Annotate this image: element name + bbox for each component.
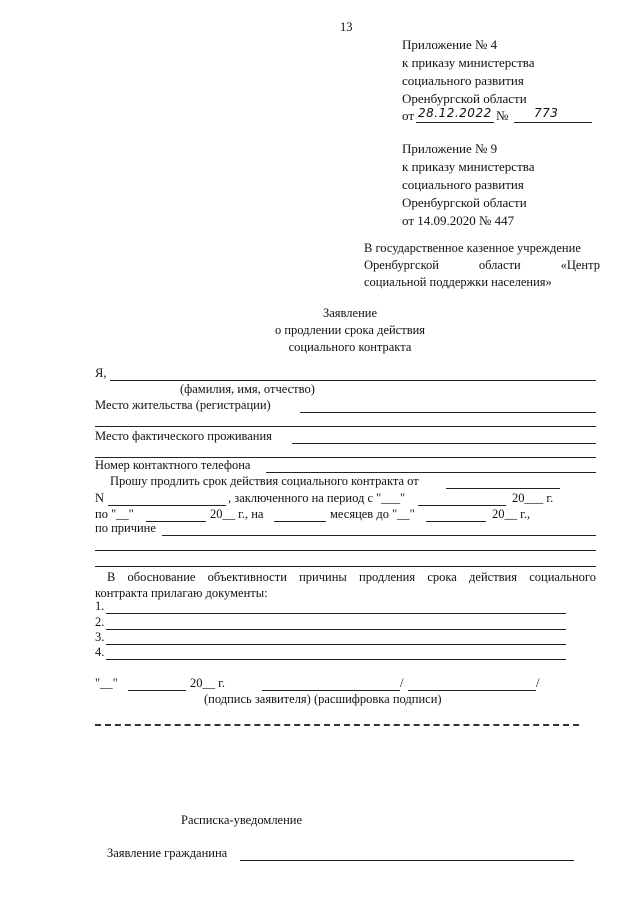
year-mid: 20__ г., на bbox=[210, 507, 264, 521]
appendix-9-line5: от 14.09.2020 № 447 bbox=[402, 213, 515, 228]
appendix-4-number-handwritten: 773 bbox=[534, 106, 559, 120]
doc-item-2-label: 2. bbox=[95, 615, 105, 629]
reason-line-2[interactable] bbox=[95, 550, 596, 551]
to-label: по "__" bbox=[95, 507, 134, 521]
appendix-9-block bbox=[402, 140, 535, 230]
appendix-4-line2: к приказу министерства bbox=[402, 55, 535, 70]
appendix-4-number-underline bbox=[514, 122, 592, 123]
addressee-line2-c: «Центр bbox=[560, 258, 600, 272]
contract-number-line[interactable] bbox=[108, 505, 226, 506]
months-count-line[interactable] bbox=[274, 521, 326, 522]
signature-decryption-line[interactable] bbox=[408, 690, 536, 691]
signature-caption: (подпись заявителя) (расшифровка подписи) bbox=[204, 692, 442, 706]
phone-line[interactable] bbox=[266, 472, 596, 473]
doc-item-4-label: 4. bbox=[95, 645, 105, 659]
justification-line1: В обоснование объективности причины продления срока действия социального bbox=[107, 570, 596, 584]
addressee-block bbox=[364, 240, 600, 291]
residence-line[interactable] bbox=[300, 412, 596, 413]
justification-text bbox=[95, 569, 596, 601]
fio-hint: (фамилия, имя, отчество) bbox=[180, 382, 315, 396]
receipt-title: Расписка-уведомление bbox=[181, 813, 303, 827]
doc-item-2-line[interactable] bbox=[106, 629, 566, 630]
sign-slash-2: / bbox=[536, 676, 540, 690]
appendix-9-line4: Оренбургской области bbox=[402, 195, 527, 210]
appendix-4-line4: Оренбургской области bbox=[402, 91, 527, 106]
contract-date-line[interactable] bbox=[446, 488, 560, 489]
extend-until-month-line[interactable] bbox=[426, 521, 486, 522]
appendix-9-line2: к приказу министерства bbox=[402, 159, 535, 174]
title-line3: социального контракта bbox=[288, 340, 412, 354]
appendix-4-line3: социального развития bbox=[402, 73, 524, 88]
addressee-line2 bbox=[364, 257, 600, 274]
residence-line-2[interactable] bbox=[95, 426, 596, 427]
appendix-9-line3: социального развития bbox=[402, 177, 524, 192]
justification-line2: контракта прилагаю документы: bbox=[95, 586, 268, 600]
residence-label: Место жительства (регистрации) bbox=[95, 398, 271, 412]
addressee-line3: социальной поддержки населения» bbox=[364, 275, 552, 289]
concluded-text: , заключенного на период с "___" bbox=[228, 491, 406, 505]
actual-residence-label: Место фактического проживания bbox=[95, 429, 272, 443]
phone-label: Номер контактного телефона bbox=[95, 458, 251, 472]
reason-line-3[interactable] bbox=[95, 566, 596, 567]
cut-line bbox=[95, 724, 579, 726]
page-number: 13 bbox=[340, 20, 353, 34]
title-line2: о продлении срока действия bbox=[274, 323, 426, 337]
year-suffix-2: 20__ г., bbox=[492, 507, 531, 521]
reason-label: по причине bbox=[95, 521, 156, 535]
sign-date-month-line[interactable] bbox=[128, 690, 186, 691]
appendix-4-date-handwritten: 28.12.2022 bbox=[418, 106, 492, 120]
n-label: N bbox=[95, 491, 105, 505]
request-text: Прошу продлить срок действия социального контракта от bbox=[110, 474, 419, 488]
actual-residence-line[interactable] bbox=[292, 443, 596, 444]
doc-item-3-label: 3. bbox=[95, 630, 105, 644]
fio-line[interactable] bbox=[110, 380, 596, 381]
appendix-4-date-prefix: от bbox=[402, 108, 415, 123]
title-line1: Заявление bbox=[322, 306, 377, 320]
appendix-4-line1: Приложение № 4 bbox=[402, 37, 498, 52]
period-start-month-line[interactable] bbox=[418, 505, 506, 506]
addressee-line2-a: Оренбургской bbox=[364, 258, 439, 272]
year-suffix-1: 20___ г. bbox=[512, 491, 554, 505]
months-text: месяцев до "__" bbox=[330, 507, 415, 521]
citizen-application-line[interactable] bbox=[240, 860, 574, 861]
addressee-line2-b: области bbox=[478, 258, 521, 272]
document-title bbox=[200, 305, 500, 356]
doc-item-1-label: 1. bbox=[95, 599, 105, 613]
sign-year: 20__ г. bbox=[190, 676, 225, 690]
sign-date-open: "__" bbox=[95, 676, 118, 690]
appendix-9-line1: Приложение № 9 bbox=[402, 141, 498, 156]
doc-item-1-line[interactable] bbox=[106, 613, 566, 614]
citizen-application-label: Заявление гражданина bbox=[107, 846, 228, 860]
appendix-4-date-underline bbox=[416, 122, 494, 123]
i-label: Я, bbox=[95, 366, 107, 380]
doc-item-3-line[interactable] bbox=[106, 644, 566, 645]
appendix-4-block bbox=[402, 36, 535, 108]
addressee-line1: В государственное казенное учреждение bbox=[364, 241, 581, 255]
reason-line-1[interactable] bbox=[162, 535, 596, 536]
sign-slash-1: / bbox=[400, 676, 404, 690]
appendix-4-number-label: № bbox=[496, 108, 509, 123]
doc-item-4-line[interactable] bbox=[106, 659, 566, 660]
signature-line[interactable] bbox=[262, 690, 400, 691]
